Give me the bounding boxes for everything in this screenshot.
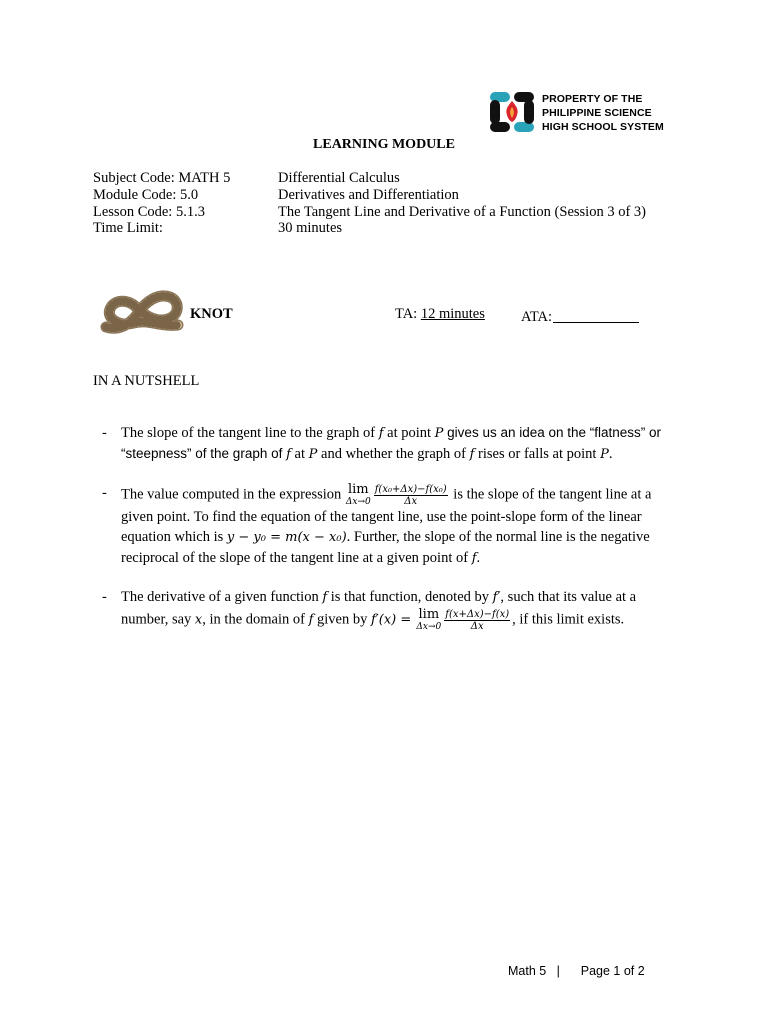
code-value: Differential Calculus <box>278 170 400 186</box>
nutshell-list <box>102 423 677 650</box>
math-var: P <box>434 426 444 441</box>
fraction-numerator: f(x+Δx)−f(x) <box>445 608 510 620</box>
math-var: f <box>286 447 291 462</box>
code-label: Lesson Code: 5.1.3 <box>93 203 205 220</box>
text: . Further, the slope of the normal line is the negative reciprocal of the slope of the tangent line at a given point of <box>121 529 650 566</box>
ta-value: 12 minutes <box>420 306 485 322</box>
text: is the slope of the tangent line at a given point. To find the equation of the tangent line, use the point-slope form of the linear equation which is <box>121 486 652 545</box>
limit-expression <box>346 483 371 507</box>
bullet-dash: - <box>102 589 107 605</box>
math-var: P <box>308 447 318 462</box>
logo-caption <box>542 92 664 134</box>
text: at <box>290 446 309 462</box>
code-value: Derivatives and Differentiation <box>278 186 459 203</box>
text: . <box>608 446 613 462</box>
text: given by <box>313 611 371 628</box>
text: The derivative of a given function <box>121 589 323 605</box>
footer-subject: Math 5 | <box>508 964 560 978</box>
derivative-notation: f′(x) = <box>371 612 416 628</box>
math-var: f <box>322 590 328 605</box>
fraction-denominator: Δx <box>404 495 418 507</box>
code-label: Module Code: 5.0 <box>93 186 199 203</box>
math-var: f <box>469 447 475 462</box>
text: , in the domain of <box>202 611 309 628</box>
lim-word: lim <box>418 607 440 622</box>
activity-title: KNOT <box>190 306 233 322</box>
text: at point <box>383 425 435 441</box>
lim-subscript: Δx→0 <box>416 622 442 632</box>
ta-label: TA: <box>395 306 421 322</box>
text: The value computed in the expression <box>121 486 345 503</box>
footer-page-number: Page 1 of 2 <box>580 964 645 978</box>
math-var: P <box>600 447 609 462</box>
fraction <box>374 484 448 507</box>
code-value: 30 minutes <box>278 220 343 237</box>
math-var: f′ <box>492 590 501 605</box>
logo-line-1: PROPERTY OF THE <box>542 93 643 105</box>
limit-expression <box>416 608 441 632</box>
rope-knot-icon <box>100 285 186 337</box>
text: . <box>476 550 481 566</box>
ata-blank-line <box>553 308 639 323</box>
logo-line-3: HIGH SCHOOL SYSTEM <box>542 121 664 133</box>
pshs-seal-icon <box>488 90 536 134</box>
text: gives us an idea on the “flatness” or “steepness” of the graph of <box>121 425 662 461</box>
lim-subscript: Δx→0 <box>345 497 371 507</box>
text: , such that its value at a number, say <box>121 589 637 628</box>
code-value: The Tangent Line and Derivative of a Function (Session 3 of 3) <box>278 203 646 220</box>
math-var: f <box>378 426 384 441</box>
target-time <box>395 306 485 323</box>
code-label: Subject Code: MATH 5 <box>93 170 231 186</box>
text: and whether the graph of <box>317 446 470 462</box>
fraction <box>444 609 510 632</box>
logo-line-2: PHILIPPINE SCIENCE <box>542 107 652 119</box>
page-title: LEARNING MODULE <box>313 137 455 152</box>
point-slope-equation: y − y₀ = m(x − x₀) <box>226 530 347 545</box>
math-var: x <box>194 612 203 628</box>
list-item <box>102 483 677 569</box>
fraction-numerator: f(x₀+Δx)−f(x₀) <box>374 483 447 495</box>
bullet-dash: - <box>102 485 107 501</box>
bullet-dash: - <box>102 425 107 441</box>
list-item <box>102 587 677 632</box>
text: rises or falls at point <box>474 446 601 462</box>
text: , if this limit exists. <box>512 611 625 628</box>
math-var: f <box>308 612 314 628</box>
code-label: Time Limit: <box>93 220 163 237</box>
text: The slope of the tangent line to the graph of <box>121 425 379 441</box>
fraction-denominator: Δx <box>470 620 484 632</box>
math-var: f <box>471 551 477 566</box>
list-item <box>102 423 677 465</box>
text: is that function, denoted by <box>327 589 493 605</box>
actual-time <box>521 308 639 326</box>
ata-label: ATA: <box>521 309 553 325</box>
lim-word: lim <box>347 482 369 497</box>
section-heading: IN A NUTSHELL <box>93 373 200 389</box>
page-footer <box>508 964 645 978</box>
pshs-logo <box>488 88 678 136</box>
